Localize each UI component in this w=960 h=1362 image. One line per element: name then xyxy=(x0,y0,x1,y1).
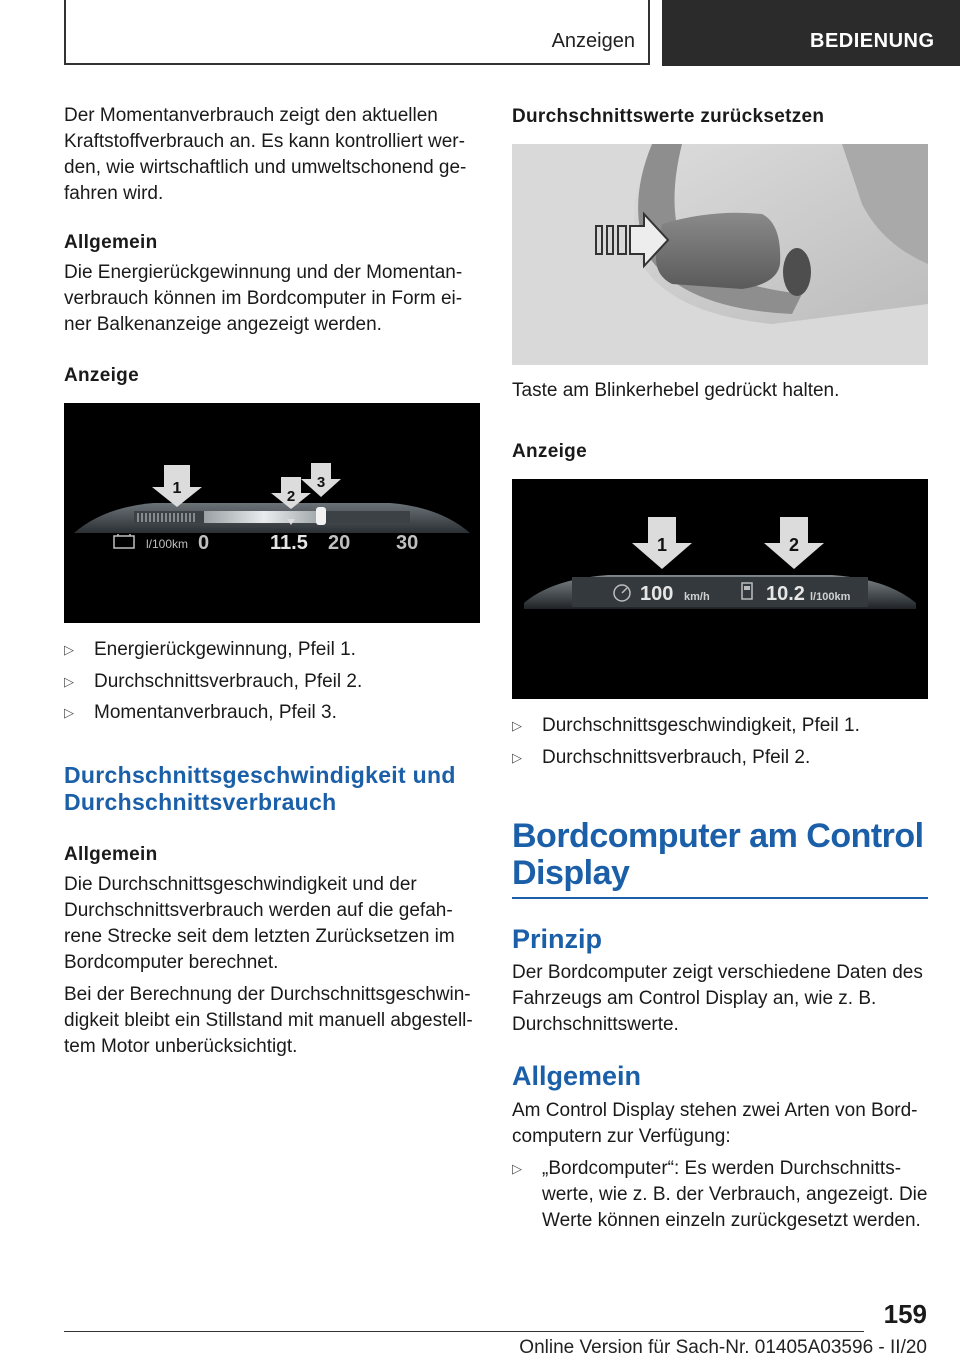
list-triangle-icon: ▷ xyxy=(512,718,522,733)
anzeige-heading: Anzeige xyxy=(64,365,139,386)
allgemein-heading: Allgemein xyxy=(64,232,158,253)
figure-turn-signal-lever xyxy=(512,144,928,365)
allgemein-heading-2: Allgemein xyxy=(64,844,158,865)
cluster-display-illustration xyxy=(512,479,928,699)
scale-20: 20 xyxy=(328,532,351,554)
consumption-unit: l/100km xyxy=(810,591,851,603)
arrow-3-label: 3 xyxy=(316,474,326,491)
list-triangle-icon: ▷ xyxy=(64,642,74,657)
header-divider-right xyxy=(648,0,650,65)
section-heading: Durchschnittsgeschwindigkeit und Durchschnittsverbrauch xyxy=(64,762,456,815)
figure-consumption-bar xyxy=(64,403,480,623)
speed-unit: km/h xyxy=(684,591,710,603)
taste-text: Taste am Blinkerhebel gedrückt halten. xyxy=(512,380,840,401)
anzeige-heading-right: Anzeige xyxy=(512,441,587,462)
allgemein-paragraph-2: Die Durchschnittsgeschwindigkeit und der Durchschnittsverbrauch werden auf die gefah- rene Strecke seit dem letzten Zurücksetzen im Bordcomputer berechnet. xyxy=(64,874,455,973)
footer-text: Online Version für Sach-Nr. 01405A03596 - II/20 xyxy=(519,1337,927,1358)
lever-illustration xyxy=(512,144,928,365)
cluster-bar-illustration xyxy=(64,403,480,623)
section-title: Anzeigen xyxy=(551,30,635,52)
figure-average-display xyxy=(512,479,928,699)
allgemein-paragraph: Die Energierückgewinnung und der Momentan- verbrauch können im Bordcomputer in Form ei- ner Balkenanzeige angezeigt werden. xyxy=(64,262,463,335)
arrow-2-label: 2 xyxy=(286,488,296,505)
battery-icon xyxy=(114,534,134,548)
intro-paragraph: Der Momentanverbrauch zeigt den aktuellen Kraftstoffverbrauch an. Es kann kontrolliert wer- den, wie wirtschaftlich und umweltschonend ge- fahren wird. xyxy=(64,105,467,204)
list-triangle-icon: ▷ xyxy=(64,674,74,689)
header-divider-left xyxy=(64,0,66,65)
unit-label: l/100km xyxy=(146,537,189,551)
list-triangle-icon: ▷ xyxy=(512,1161,522,1176)
berechnung-paragraph: Bei der Berechnung der Durchschnittsgeschwin- digkeit bleibt ein Stillstand mit manuell abgestell- tem Motor unberücksichtigt. xyxy=(64,984,473,1057)
page-number: 159 xyxy=(883,1299,927,1329)
arrow-1-label: 1 xyxy=(656,535,668,555)
allgemein-paragraph-right: Am Control Display stehen zwei Arten von Bord- computern zur Verfügung: xyxy=(512,1100,918,1147)
chapter-tab xyxy=(662,0,960,66)
avg-consumption-value: 10.2 xyxy=(766,583,805,605)
prinzip-paragraph: Der Bordcomputer zeigt verschiedene Daten des Fahrzeugs am Control Display an, wie z. B. Durchschnittswerte. xyxy=(512,962,923,1035)
prinzip-heading: Prinzip xyxy=(512,924,603,954)
avg-speed-value: 100 xyxy=(640,583,674,605)
main-heading: Bordcomputer am Control Display xyxy=(512,817,924,892)
reset-heading: Durchschnittswerte zurücksetzen xyxy=(512,106,825,127)
scale-30: 30 xyxy=(396,532,419,554)
footer-rule xyxy=(64,1331,864,1332)
chapter-tab-label: BEDIENUNG xyxy=(810,30,935,52)
arrow-2-label: 2 xyxy=(788,535,800,555)
scale-0: 0 xyxy=(198,532,210,554)
list-triangle-icon: ▷ xyxy=(64,705,74,720)
header-rule xyxy=(64,63,650,65)
allgemein-heading-right: Allgemein xyxy=(512,1061,642,1091)
avg-value: 11.5 xyxy=(270,532,308,554)
heading-rule xyxy=(512,897,928,899)
list-triangle-icon: ▷ xyxy=(512,750,522,765)
arrow-1-label: 1 xyxy=(172,480,182,497)
